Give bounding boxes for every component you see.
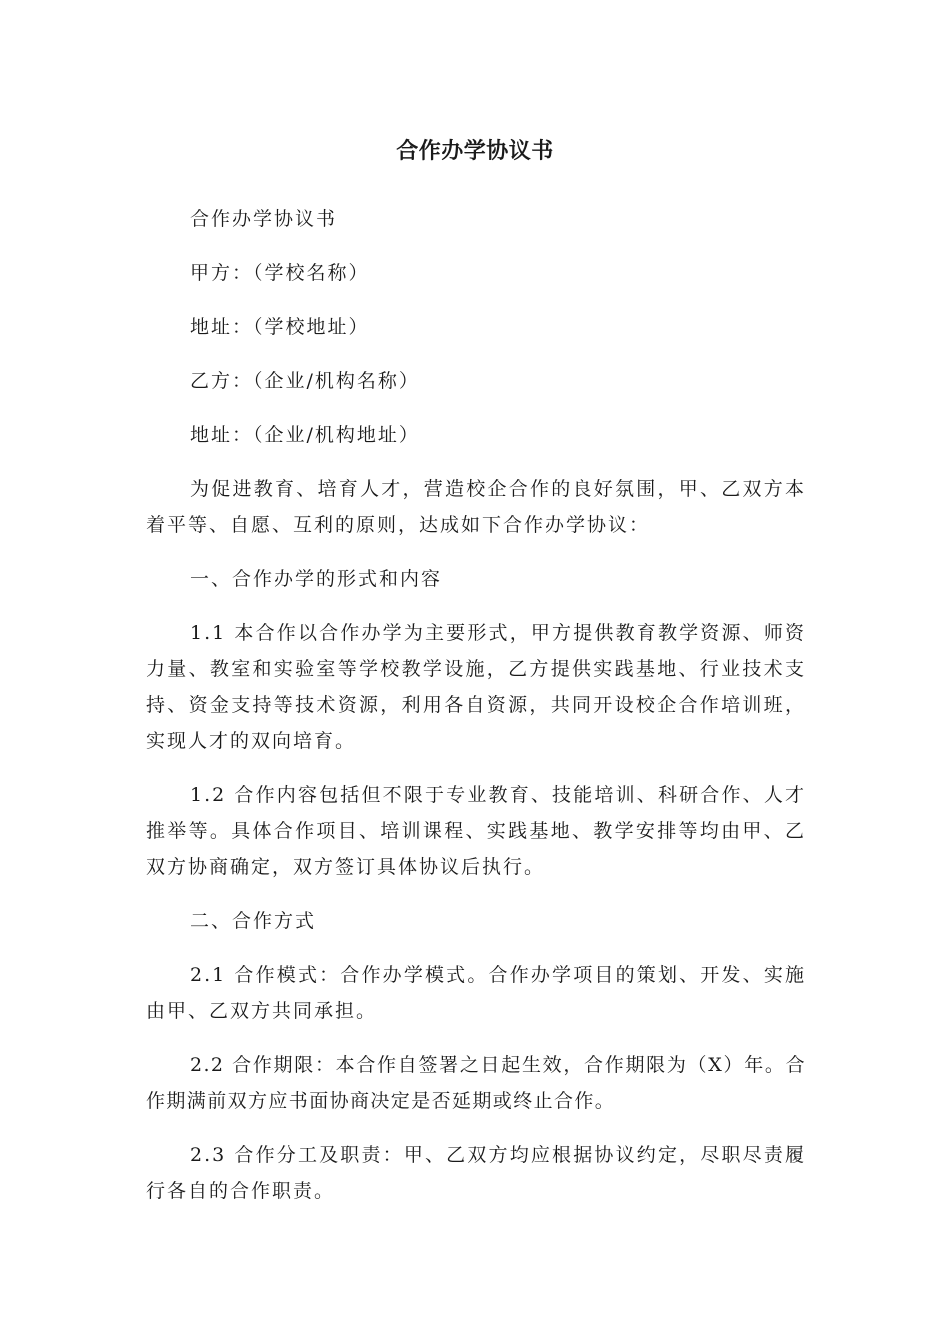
section-heading-1: 一、合作办学的形式和内容 [190, 568, 443, 590]
paragraph-heading: 合作办学协议书 [190, 208, 338, 230]
paragraph-party-b: 乙方：（企业/机构名称） [190, 370, 420, 392]
paragraph-preamble: 为促进教育、培育人才，营造校企合作的良好氛围，甲、乙双方本着平等、自愿、互利的原则，达成如下合作办学协议： [146, 478, 806, 536]
document-title: 合作办学协议书 [396, 139, 554, 164]
document-body [146, 201, 806, 1227]
clause-1-2: 1.2 合作内容包括但不限于专业教育、技能培训、科研合作、人才推举等。具体合作项目、培训课程、实践基地、教学安排等均由甲、乙双方协商确定，双方签订具体协议后执行。 [146, 784, 806, 878]
section-heading-2: 二、合作方式 [190, 910, 317, 932]
clause-2-3: 2.3 合作分工及职责：甲、乙双方均应根据协议约定，尽职尽责履行各自的合作职责。 [146, 1144, 806, 1202]
paragraph-party-b-address: 地址：（企业/机构地址） [190, 424, 420, 446]
paragraph-party-a: 甲方：（学校名称） [190, 262, 370, 284]
paragraph-party-a-address: 地址：（学校地址） [190, 316, 370, 338]
clause-2-1: 2.1 合作模式：合作办学模式。合作办学项目的策划、开发、实施由甲、乙双方共同承担。 [146, 964, 806, 1022]
clause-1-1: 1.1 本合作以合作办学为主要形式，甲方提供教育教学资源、师资力量、教室和实验室等学校教学设施，乙方提供实践基地、行业技术支持、资金支持等技术资源，利用各自资源，共同开设校企合作培训班，实现人才的双向培育。 [146, 622, 806, 752]
clause-2-2: 2.2 合作期限：本合作自签署之日起生效，合作期限为（X）年。合作期满前双方应书面协商决定是否延期或终止合作。 [146, 1054, 806, 1112]
